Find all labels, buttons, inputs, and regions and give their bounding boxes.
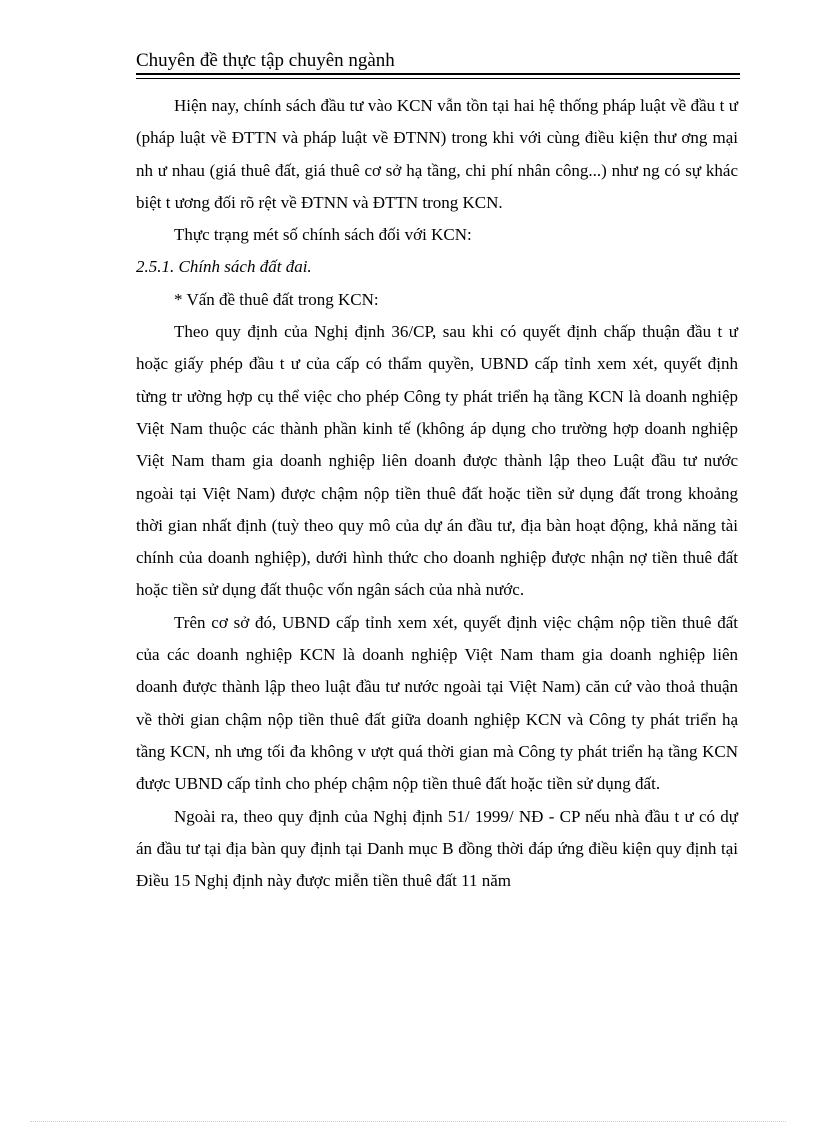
- paragraph-decree-36: Theo quy định của Nghị định 36/CP, sau khi có quyết định chấp thuận đầu t ư hoặc giấy phép đầu t ư của cấp có thẩm quyền, UBND cấp tỉnh xem xét, quyết định từng tr ường hợp cụ thể việc cho phép Công ty phát triển hạ tầng KCN là doanh nghiệp Việt Nam thuộc các thành phần kinh tế (không áp dụng cho trường hợp doanh nghiệp Việt Nam tham gia doanh nghiệp liên doanh được thành lập theo Luật đầu tư nước ngoài tại Việt Nam) được chậm nộp tiền thuê đất hoặc tiền sử dụng đất trong khoảng thời gian nhất định (tuỳ theo quy mô của dự án đầu tư, địa bàn hoạt động, khả năng tài chính của doanh nghiệp), dưới hình thức cho doanh nghiệp được nhận nợ tiền thuê đất hoặc tiền sử dụng đất thuộc vốn ngân sách của nhà nước.: [136, 322, 738, 600]
- paragraph-ubnd: Trên cơ sở đó, UBND cấp tỉnh xem xét, quyết định việc chậm nộp tiền thuê đất của các doanh nghiệp KCN là doanh nghiệp Việt Nam tham gia doanh nghiệp liên doanh được thành lập theo luật đầu tư nước ngoài tại Việt Nam) căn cứ vào thoả thuận về thời gian chậm nộp tiền thuê đất giữa doanh nghiệp KCN và Công ty phát triển hạ tầng KCN, nh ưng tối đa không v ượt quá thời gian mà Công ty phát triển hạ tầng KCN được UBND cấp tỉnh cho phép chậm nộp tiền thuê đất hoặc tiền sử dụng đất.: [136, 612, 738, 794]
- header-rule-thick: [136, 73, 740, 75]
- header-rule-thin: [136, 78, 740, 79]
- page-bottom-border: [30, 1121, 786, 1122]
- header-title: Chuyên đề thực tập chuyên ngành: [136, 50, 395, 71]
- paragraph-intro: Hiện nay, chính sách đầu tư vào KCN vẫn tồn tại hai hệ thống pháp luật về đầu t ư (pháp luật về ĐTTN và pháp luật về ĐTNN) trong khi với cùng điều kiện thư ơng mại nh ư nhau (giá thuê đất, giá thuê cơ sở hạ tầng, chi phí nhân công...) như ng có sự khác biệt t ương đối rõ rệt về ĐTNN và ĐTTN trong KCN.: [136, 96, 738, 212]
- paragraph-subheading: * Vấn đề thuê đất trong KCN:: [174, 289, 379, 309]
- paragraph-status: Thực trạng mét số chính sách đối với KCN:: [174, 225, 472, 245]
- page-header: [136, 50, 740, 72]
- document-body: [136, 90, 738, 897]
- section-heading: 2.5.1. Chính sách đất đai.: [136, 257, 312, 277]
- paragraph-decree-51: Ngoài ra, theo quy định của Nghị định 51/ 1999/ NĐ - CP nếu nhà đầu t ư có dự án đầu tư tại địa bàn quy định tại Danh mục B đồng thời đáp ứng điều kiện quy định tại Điều 15 Nghị định này được miễn tiền thuê đất 11 năm: [136, 806, 738, 891]
